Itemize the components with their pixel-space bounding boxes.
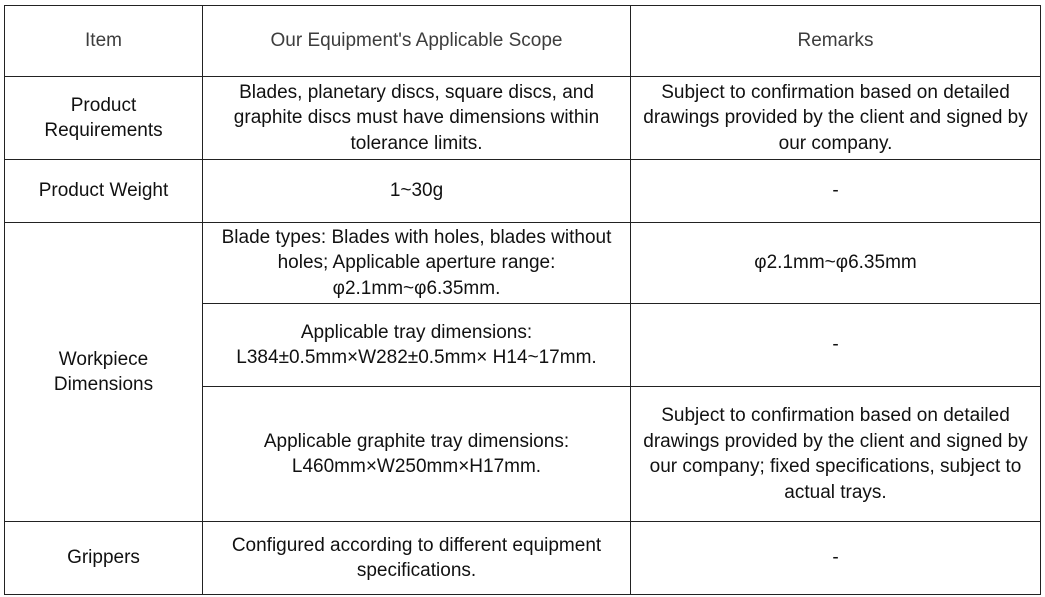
header-remarks: Remarks: [631, 6, 1041, 77]
scope-tray-dimensions: Applicable tray dimensions: L384±0.5mm×W282±0.5mm× H14~17mm.: [203, 304, 631, 387]
remarks-tray-dimensions: -: [631, 304, 1041, 387]
table-row: [5, 522, 1041, 595]
scope-product-requirements: Blades, planetary discs, square discs, and graphite discs must have dimensions within tolerance limits.: [203, 77, 631, 160]
table-row: [5, 77, 1041, 160]
header-applicable-scope: Our Equipment's Applicable Scope: [203, 6, 631, 77]
table-row: [5, 223, 1041, 304]
item-grippers: Grippers: [5, 522, 203, 595]
remarks-blade-types: φ2.1mm~φ6.35mm: [631, 223, 1041, 304]
item-product-requirements: Product Requirements: [5, 77, 203, 160]
remarks-product-weight: -: [631, 160, 1041, 223]
header-item: Item: [5, 6, 203, 77]
equipment-scope-table: [4, 5, 1041, 595]
scope-grippers: Configured according to different equipment specifications.: [203, 522, 631, 595]
remarks-grippers: -: [631, 522, 1041, 595]
table-header-row: [5, 6, 1041, 77]
table-row: [5, 160, 1041, 223]
item-workpiece-dimensions: Workpiece Dimensions: [5, 223, 203, 522]
scope-blade-types: Blade types: Blades with holes, blades without holes; Applicable aperture range: φ2.1mm~φ6.35mm.: [203, 223, 631, 304]
scope-product-weight: 1~30g: [203, 160, 631, 223]
scope-graphite-tray-dimensions: Applicable graphite tray dimensions: L460mm×W250mm×H17mm.: [203, 387, 631, 522]
item-product-weight: Product Weight: [5, 160, 203, 223]
remarks-product-requirements: Subject to confirmation based on detailed drawings provided by the client and signed by our company.: [631, 77, 1041, 160]
remarks-graphite-tray-dimensions: Subject to confirmation based on detailed drawings provided by the client and signed by our company; fixed specifications, subject to actual trays.: [631, 387, 1041, 522]
